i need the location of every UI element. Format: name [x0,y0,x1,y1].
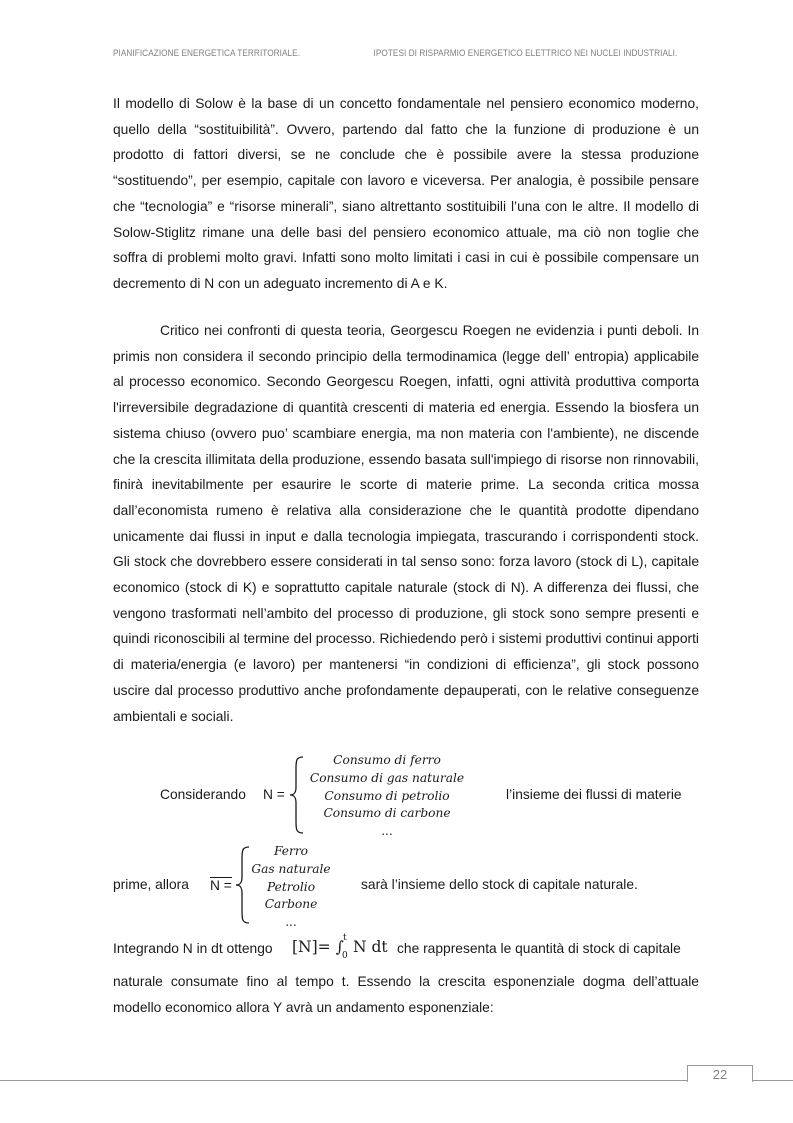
set-flows-item: Consumo di carbone [323,806,451,821]
integral-formula: [N]= ∫ [292,938,344,956]
set-stock-lead: prime, allora [113,877,189,892]
footer-rule [0,1080,793,1081]
paragraph-georgescu: Critico nei confronti di questa teoria, Georgescu Roegen ne evidenzia i punti deboli. In primis non considera il secondo principio della termodinamica (legge dell’ entropia) applicabile al processo economico. Secondo Georgescu Roegen, infatti, ogni attività produttiva comporta l'irreversibile degradazione di quantità crescenti di materia ed energia. Essendo la biosfera un sistema chiuso (ovvero puo’ scambiare energia, ma non materia con l'ambiente), ne discende che la crescita illimitata della produzione, essendo basata sull'impiego di risorse non rinnovabili, finirà inevitabilmente per esaurire le scorte di materie prime. La seconda critica mossa dall’economista rumeno è relativa alla considerazione che le quantità prodotte dipendano unicamente dai flussi in input e dalla tecnologia impiegata, trascurando i corrispondenti stock. Gli stock che dovrebbero essere considerati in tal senso sono: forza lavoro (stock di L), capitale economico (stock di K) e soprattutto capitale naturale (stock di N). A differenza dei flussi, che vengono trasformati nell’ambito del processo di produzione, gli stock sono sempre presenti e quindi riconoscibili al termine del processo. Richiedendo però i sistemi produttivi continui apporti di materia/energia (e lavoro) per mantenersi “in condizioni di efficienza”, gli stock possono uscire dal processo produttivo anche profondamente depauperati, con le relative conseguenze ambientali e sociali. [113,323,699,724]
running-header [113,47,678,58]
set-flows-var: N = [263,787,285,802]
integral-lower-limit: 0 [342,951,348,961]
set-stock-item: Gas naturale [251,861,331,876]
set-stock-item: Petrolio [266,879,316,894]
set-flows-trail: l’insieme dei flussi di materie [506,787,682,802]
set-flows-item: Consumo di ferro [333,753,441,767]
page-number: 22 [687,1065,753,1082]
header-left: PIANIFICAZIONE ENERGETICA TERRITORIALE. [113,47,301,58]
set-stock-item: ... [285,915,297,930]
set-stock-var-text: N = [210,878,232,893]
set-stock-item: Ferro [274,844,308,858]
set-stock-item: Carbone [264,897,318,912]
set-flows-lead: Considerando [160,787,246,802]
set-stock-items [246,843,336,932]
integration-lead: Integrando N in dt ottengo [113,941,273,956]
set-stock-var [210,877,232,893]
integrand: N dt [353,938,388,956]
integral-upper-limit: t [343,933,347,943]
set-flows-item: Consumo di gas naturale [309,770,465,785]
set-flows-items [300,752,474,841]
paragraph-solow: Il modello di Solow è la base di un concetto fondamentale nel pensiero economico moderno, quello della “sostituibilità”. Ovvero, partendo dal fatto che la funzione di produzione è un prodotto di fattori diversi, se ne conclude che è possibile avere la stessa produzione “sostituendo”, per esempio, capitale con lavoro e viceversa. Per analogia, è possibile pensare che “tecnologia” e “risorse minerali”, siano altrettanto sostituibili l’una con le altre. Il modello di Solow-Stiglitz rimane una delle basi del pensiero economico attuale, ma ciò non toglie che soffra di problemi molto gravi. Infatti sono molto limitati i casi in cui è possibile compensare un decremento di N con un adeguato incremento di A e K. [113,96,699,291]
set-stock-trail: sarà l’insieme dello stock di capitale naturale. [361,877,638,892]
set-flows-item: Consumo di petrolio [324,788,450,803]
header-right: IPOTESI DI RISPARMIO ENERGETICO ELETTRICO NEI NUCLEI INDUSTRIALI. [373,47,678,58]
paragraph-growth: naturale consumate fino al tempo t. Essendo la crescita esponenziale dogma dell’attuale modello economico allora Y avrà un andamento esponenziale: [113,974,699,1015]
set-flows-item: ... [381,824,393,839]
integration-trail: che rappresenta le quantità di stock di capitale [397,941,681,956]
